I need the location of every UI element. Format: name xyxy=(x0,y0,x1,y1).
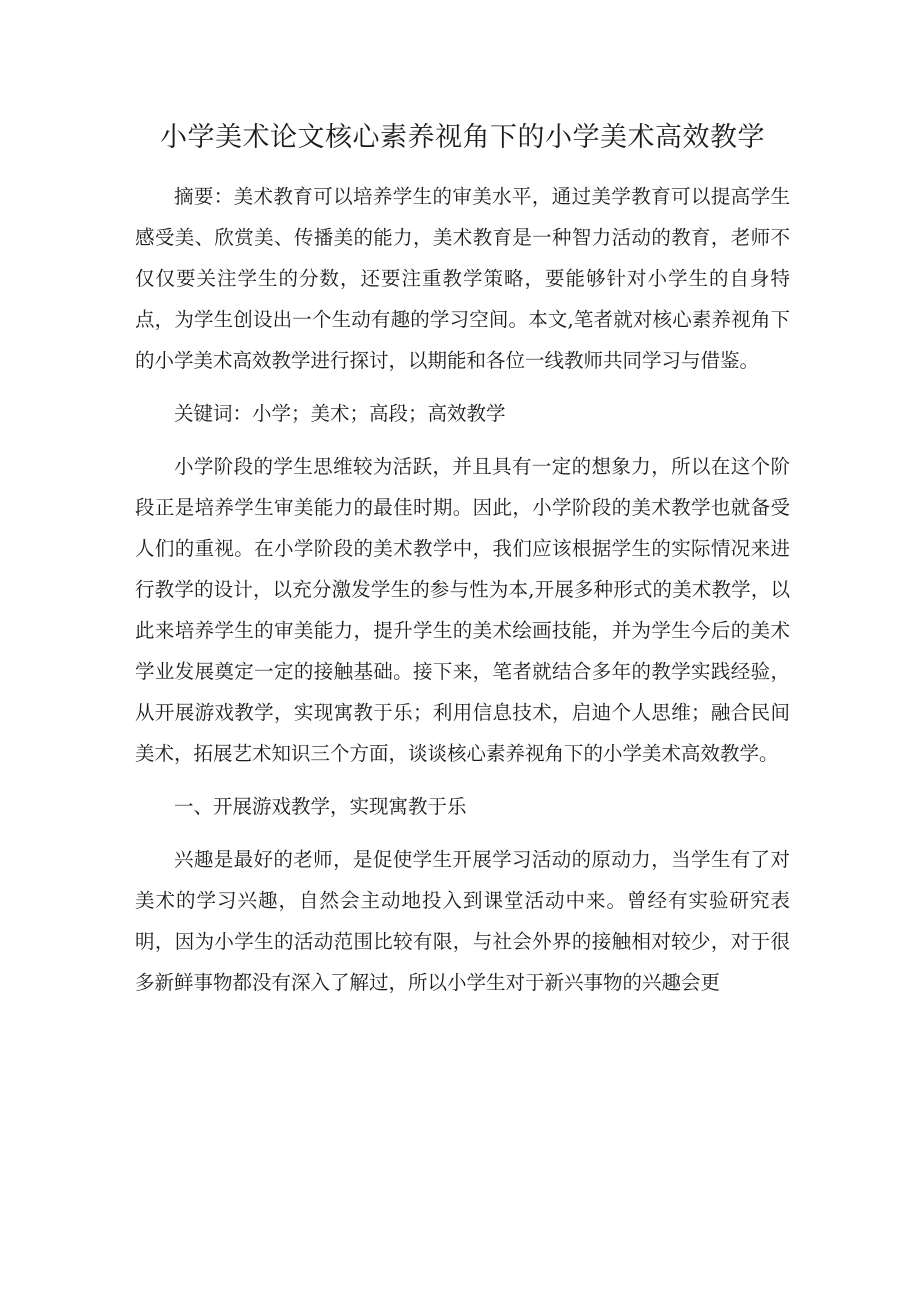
section-heading-1: 一、开展游戏教学，实现寓教于乐 xyxy=(174,795,467,818)
abstract-paragraph: 摘要：美术教育可以培养学生的审美水平，通过美学教育可以提高学生感受美、欣赏美、传播美的能力，美术教育是一种智力活动的教育，老师不仅仅要关注学生的分数，还要注重教学策略，要能够针对小学生的自身特点，为学生创设出一个生动有趣的学习空间。本文,笔者就对核心素养视角下的小学美术高效教学进行探讨，以期能和各位一线教师共同学习与借鉴。 xyxy=(135,185,790,372)
document-title: 小学美术论文核心素养视角下的小学美术高效教学 xyxy=(160,122,765,153)
intro-paragraph: 小学阶段的学生思维较为活跃，并且具有一定的想象力，所以在这个阶段正是培养学生审美能力的最佳时期。因此，小学阶段的美术教学也就备受人们的重视。在小学阶段的美术教学中，我们应该根据学生的实际情况来进行教学的设计，以充分激发学生的参与性为本,开展多种形式的美术教学，以此来培养学生的审美能力，提升学生的美术绘画技能，并为学生今后的美术学业发展奠定一定的接触基础。接下来，笔者就结合多年的教学实践经验，从开展游戏教学，实现寓教于乐；利用信息技术，启迪个人思维；融合民间美术，拓展艺术知识三个方面，谈谈核心素养视角下的小学美术高效教学。 xyxy=(135,455,790,765)
section-1-paragraph: 兴趣是最好的老师，是促使学生开展学习活动的原动力，当学生有了对美术的学习兴趣，自然会主动地投入到课堂活动中来。曾经有实验研究表明，因为小学生的活动范围比较有限，与社会外界的接触相对较少，对于很多新鲜事物都没有深入了解过，所以小学生对于新兴事物的兴趣会更 xyxy=(135,848,790,994)
keywords-paragraph: 关键词：小学；美术；高段；高效教学 xyxy=(174,402,506,425)
